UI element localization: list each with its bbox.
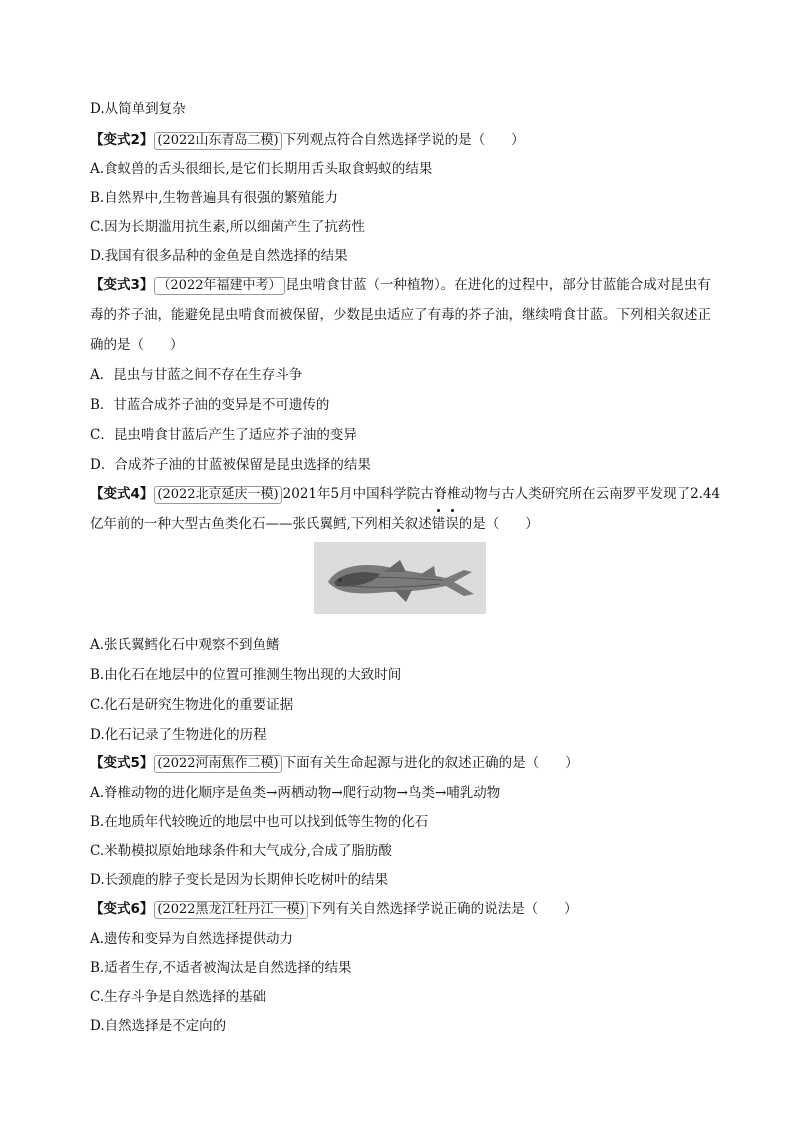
v2-option-b: B.自然界中,生物普遍具有很强的繁殖能力 — [90, 190, 339, 206]
stem-text: 亿年前的一种大型古鱼类化石——张氏翼鳕,下列相关叙述 — [90, 516, 432, 532]
stem-text: 下面有关生命起源与进化的叙述正确的是（ — [282, 755, 540, 771]
stem-close: ） — [525, 516, 539, 532]
question-v5-stem — [90, 754, 730, 773]
question-v3-stem — [90, 276, 730, 295]
source-tag: (2022河南焦作二模) — [154, 755, 281, 773]
variant-label: 【变式3】 — [90, 277, 154, 293]
source-tag: (2022山东青岛二模) — [154, 132, 281, 150]
v5-option-c: C.米勒模拟原始地球条件和大气成分,合成了脂肪酸 — [90, 843, 392, 859]
v3-option-a: A．昆虫与甘蓝之间不存在生存斗争 — [90, 367, 303, 383]
stem-text: 下列有关自然选择学说正确的说法是（ — [308, 901, 539, 917]
v6-option-b: B.适者生存,不适者被淘汰是自然选择的结果 — [90, 960, 352, 976]
emphasis-char: 误 — [445, 516, 459, 532]
variant-label: 【变式6】 — [90, 901, 154, 917]
stem-close: ） — [564, 901, 578, 917]
question-v2-stem — [90, 131, 730, 150]
v6-option-a: A.遗传和变异为自然选择提供动力 — [90, 931, 294, 947]
v6-option-d: D.自然选择是不定向的 — [90, 1018, 227, 1034]
variant-label: 【变式5】 — [90, 755, 154, 771]
variant-label: 【变式2】 — [90, 132, 154, 148]
emphasis-char: 错 — [431, 516, 446, 532]
question-v3-stem-line3 — [90, 336, 730, 354]
v3-option-b: B．甘蓝合成芥子油的变异是不可遗传的 — [90, 397, 330, 413]
v5-option-d: D.长颈鹿的脖子变长是因为长期伸长吃树叶的结果 — [90, 872, 389, 888]
v4-option-d: D.化石记录了生物进化的历程 — [90, 727, 267, 743]
variant-label: 【变式4】 — [90, 486, 154, 502]
stem-text: 确的是（ — [90, 337, 144, 353]
fish-fossil-image — [314, 542, 486, 614]
question-v3-stem-line2: 毒的芥子油，能避免昆虫啃食而被保留，少数昆虫适应了有毒的芥子油，继续啃食甘蓝。下列相关叙述正 — [90, 307, 711, 323]
v4-option-b: B.由化石在地层中的位置可推测生物出现的大致时间 — [90, 667, 402, 683]
v3-option-c: C．昆虫啃食甘蓝后产生了适应芥子油的变异 — [90, 427, 357, 443]
v4-option-c: C.化石是研究生物进化的重要证据 — [90, 697, 294, 713]
source-tag: (2022黑龙江牡丹江一模) — [154, 901, 307, 919]
option-d-prev: D.从简单到复杂 — [90, 101, 186, 117]
stem-close: ） — [565, 755, 579, 771]
source-tag: (2022北京延庆一模) — [154, 486, 281, 504]
stem-close: ） — [511, 132, 525, 148]
question-v4-stem-line2 — [90, 515, 730, 533]
v4-option-a: A.张氏翼鳕化石中观察不到鱼鳍 — [90, 637, 280, 653]
question-v6-stem — [90, 900, 730, 919]
v5-option-a: A.脊椎动物的进化顺序是鱼类→两栖动物→爬行动物→鸟类→哺乳动物 — [90, 785, 501, 801]
stem-text: 昆虫啃食甘蓝（一种植物）。在进化的过程中，部分甘蓝能合成对昆虫有 — [285, 277, 711, 293]
stem-text: 下列观点符合自然选择学说的是（ — [282, 132, 486, 148]
question-v4-stem — [90, 485, 730, 504]
v2-option-a: A.食蚁兽的舌头很细长,是它们长期用舌头取食蚂蚁的结果 — [90, 161, 433, 177]
v2-option-c: C.因为长期滥用抗生素,所以细菌产生了抗药性 — [90, 219, 365, 235]
v6-option-c: C.生存斗争是自然选择的基础 — [90, 989, 267, 1005]
stem-close: ） — [170, 337, 184, 353]
stem-text: 的是（ — [458, 516, 500, 532]
v3-option-d: D．合成芥子油的甘蓝被保留是昆虫选择的结果 — [90, 457, 371, 473]
source-tag: （2022年福建中考） — [154, 277, 284, 295]
v2-option-d: D.我国有很多品种的金鱼是自然选择的结果 — [90, 248, 348, 264]
v5-option-b: B.在地质年代较晚近的地层中也可以找到低等生物的化石 — [90, 814, 429, 830]
stem-text: 2021年5月中国科学院古脊椎动物与古人类研究所在云南罗平发现了2.44 — [282, 486, 721, 502]
